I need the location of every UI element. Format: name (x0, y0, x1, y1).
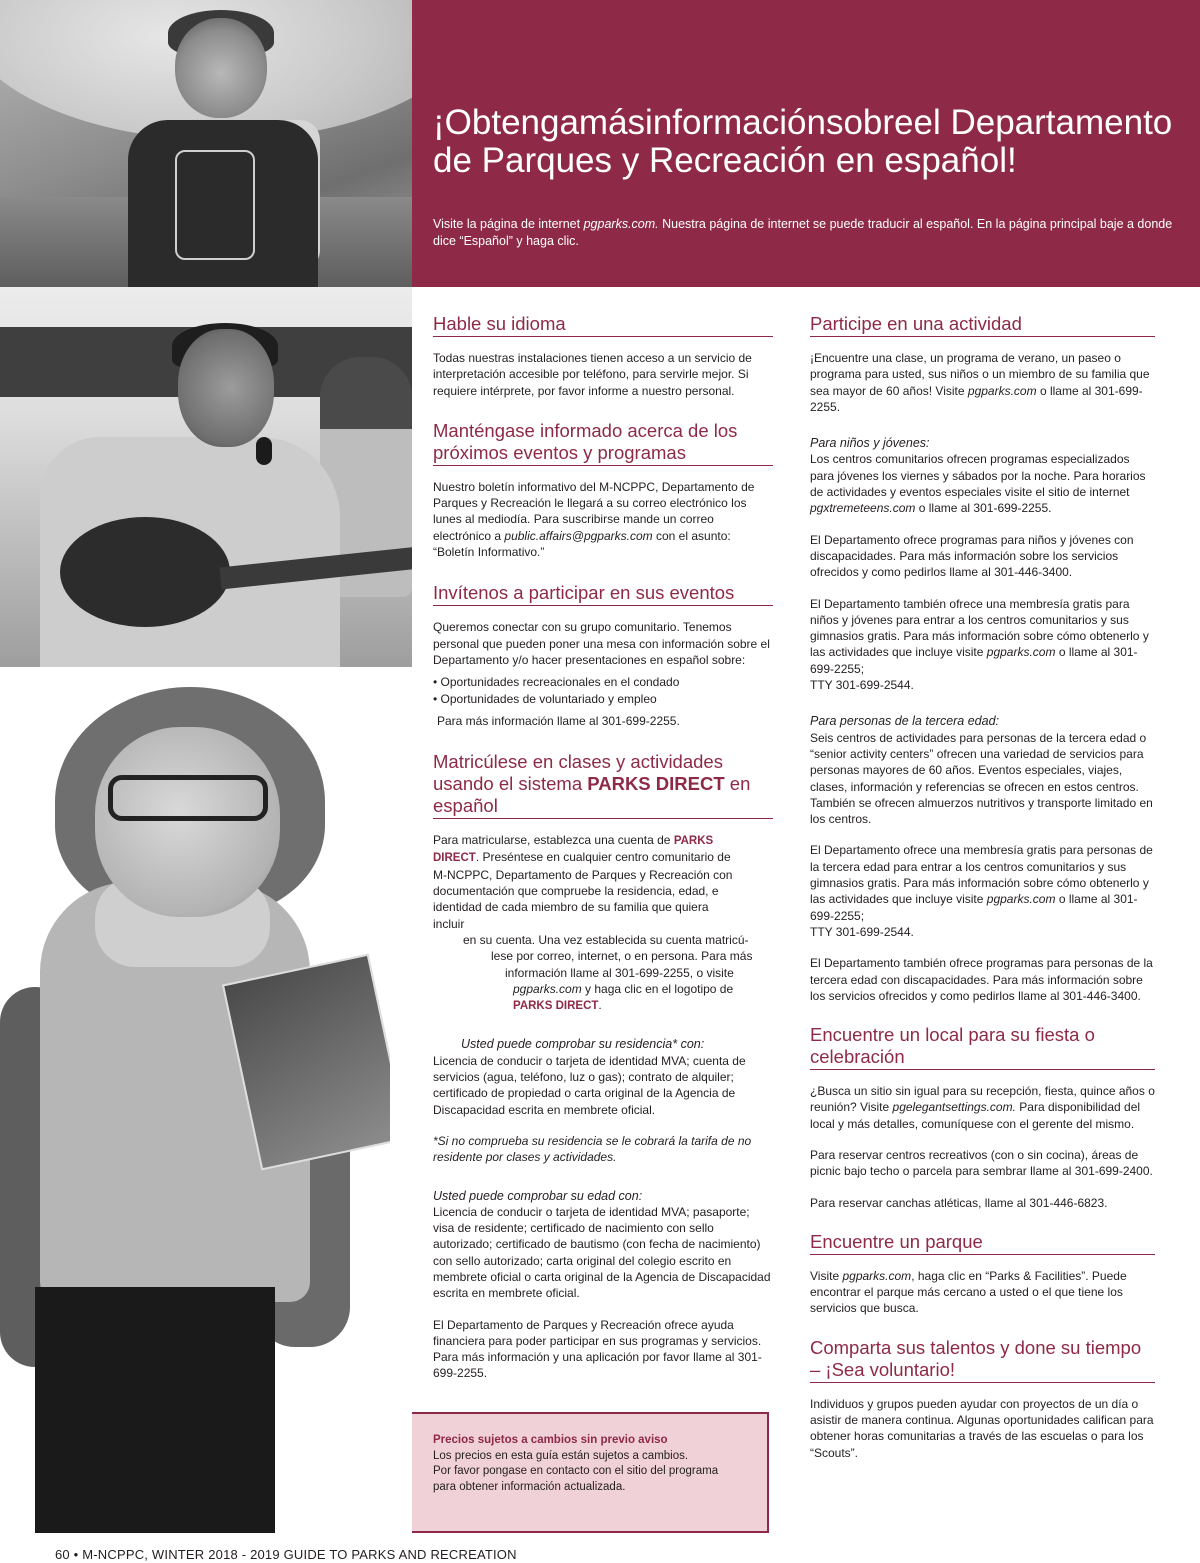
section-body-participate: ¡Encuentre una clase, un programa de verano, un paseo o programa para usted, sus niños o un miembro de su familia que sea mayor de 60 años! Visite pgparks.com o llame al 301-699-2255. (810, 351, 1150, 414)
age-heading: Usted puede comprobar su edad con: (433, 1188, 643, 1203)
photo-guitar-player (0, 287, 412, 667)
section-body-volunteer: Individuos y grupos pueden ayudar con proyectos de un día o asistir de manera continua. Algunas oportunidades califican para obtener horas comunitarias a través de las escuelas o para los “Scouts”. (810, 1396, 1154, 1460)
section-title-find-park: Encuentre un parque (810, 1231, 1155, 1255)
pgparks-link[interactable]: pgparks.com (513, 981, 582, 996)
list-item: • Oportunidades recreacionales en el condado (433, 674, 773, 690)
invite-call: Para más información llame al 301-699-2255. (437, 713, 680, 728)
email-link[interactable]: public.affairs@pgparks.com (504, 528, 653, 543)
section-title-venue: Encuentre un local para su fiesta o celebración (810, 1024, 1155, 1070)
age-body: Licencia de conducir o tarjeta de identidad MVA; pasaporte; visa de residente; certificado de nacimiento con sello autorizado; certificado de bautismo (con fecha de nacimiento) con sello autorizado; carta original del colegio escrito en membrete oficial o carta original de la Agencia de Discapacidad escrita en membrete oficial. (433, 1204, 771, 1301)
residence-body: Licencia de conducir o tarjeta de identidad MVA; cuenta de servicios (agua, teléfono, luz o gas); contrato de alquiler; certificado de propiedad o carta original de la Agencia de Discapacidad escrita en membrete oficial. (433, 1053, 746, 1117)
page-title (433, 104, 1193, 180)
section-body-find-park: Visite pgparks.com, haga clic en “Parks & Facilities”. Puede encontrar el parque más cercano a usted o el que tiene los servicios que busca. (810, 1268, 1127, 1316)
section-title-invite: Invítenos a participar en sus eventos (433, 582, 773, 606)
kids-disabilities-body: El Departamento ofrece programas para niños y jóvenes con discapacidades. Para más información sobre los servicios ofrecidos y como pedirlos llame al 301-446-3400. (810, 532, 1134, 580)
seniors-disabilities-body: El Departamento también ofrece programas para personas de la tercera edad con discapacidades. Para más información sobre los servicios ofrecidos y como pedirlos llame al 301-446-3400. (810, 956, 1153, 1003)
photo-woman-brochure (0, 667, 390, 1533)
section-title-participate: Participe en una actividad (810, 313, 1155, 337)
title-line-2: de Parques y Recreación en español! (433, 141, 1017, 180)
left-column (433, 313, 773, 1397)
seniors-membership-body: El Departamento ofrece una membresía gratis para personas de la tercera edad para entrar a los centros comunitarios y sus gimnasios gratis. Para más información sobre cómo obtenerlo y las actividades que incluye visite pgparks.com o llame al 301-699-2255; TTY 301-699-2544. (810, 843, 1153, 939)
section-title-volunteer: Comparta sus talentos y done su tiempo – ¡Sea voluntario! (810, 1337, 1155, 1383)
seniors-heading: Para personas de la tercera edad: (810, 714, 1000, 729)
price-notice-title: Precios sujetos a cambios sin previo aviso (433, 1434, 668, 1446)
financial-aid-body: El Departamento de Parques y Recreación ofrece ayuda financiera para poder participar en sus programas y servicios. Para más información y una aplicación por favor llame al 301-699-2255. (433, 1317, 762, 1381)
list-item: • Oportunidades de voluntariado y empleo (433, 691, 773, 707)
residence-heading: Usted puede comprobar su residencia* con: (461, 1037, 705, 1052)
section-body-parks-direct: Para matricularse, establezca una cuenta de PARKS DIRECT. Preséntese en cualquier centro comunitario de M-NCPPC, Departamento de Parques y Recreación con documentación que compruebe la residencia, edad, e identidad de cada miembro de su familia que quiera incluir en su cuenta. Una vez establecida su cuenta matricú- lese por correo, internet, o en persona. Para más información llame al 301-699-2255, o visite pgparks.com y haga clic en el logotipo de PARKS DIRECT. (433, 833, 753, 1013)
page-footer: 60 • M-NCPPC, WINTER 2018 - 2019 GUIDE TO PARKS AND RECREATION (55, 1547, 517, 1562)
pgparks-link[interactable]: pgparks.com (986, 892, 1056, 907)
section-body-language: Todas nuestras instalaciones tienen acceso a un servicio de interpretación accesible por teléfono, para servirle mejor. Si requiere intérprete, por favor informe a nuestro personal. (433, 351, 752, 398)
header-banner (412, 0, 1200, 287)
section-body-invite: Queremos conectar con su grupo comunitario. Tenemos personal que pueden poner una mesa con información sobre el Departamento y/o hacer presentaciones en español sobre: (433, 620, 770, 667)
section-body-informed: Nuestro boletín informativo del M-NCPPC, Departamento de Parques y Recreación le llegará a su correo electrónico los lunes al mediodía. Para suscribirse mande un correo electrónico a public.affairs@pgparks.com con el asunto: “Boletín Informativo.” (433, 479, 755, 560)
section-body-venue: ¿Busca un sitio sin igual para su recepción, fiesta, quince años o reunión? Visite pgelegantsettings.com. Para disponibilidad del local y más detalles, comuníquese con el gerente del mismo. (810, 1084, 1155, 1131)
kids-membership-body: El Departamento también ofrece una membresía gratis para niños y jóvenes para entrar a los centros comunitarios y sus gimnasios gratis. Para más información sobre cómo obtenerlo y las actividades que incluye visite pgparks.com o llame al 301-699-2255; TTY 301-699-2544. (810, 596, 1149, 693)
title-line-1: ¡Obtengamásinformaciónsobreel Departamento (433, 103, 1173, 142)
pgparks-link[interactable]: pgparks.com. (583, 217, 659, 231)
section-title-parks-direct: Matricúlese en clases y actividades usando el sistema PARKS DIRECT en español (433, 751, 773, 819)
section-title-language: Hable su idioma (433, 313, 773, 337)
pgparks-link[interactable]: pgparks.com (842, 1268, 912, 1283)
invite-bullet-list (433, 674, 773, 707)
banner-intro: Visite la página de internet pgparks.com. Nuestra página de internet se puede traducir al español. En la página principal baje a donde dice “Español” y haga clic. (433, 217, 1173, 248)
pgparks-link[interactable]: pgparks.com (986, 645, 1056, 660)
seniors-body: Seis centros de actividades para personas de la tercera edad o “senior activity centers” ofrecen una variedad de servicios para personas mayores de 60 años. Eventos especiales, viajes, clases, información y referencias se ofrecen en estos centros. También se ofrecen almuerzos nutritivos y transporte limitado en los centros. (810, 730, 1153, 827)
parks-direct-logo-text: PARKS DIRECT (513, 1000, 599, 1013)
venue-reservations-body: Para reservar centros recreativos (con o sin cocina), áreas de picnic bajo techo o parcela para sembrar llame al 301-699-2400. (810, 1147, 1153, 1179)
kids-heading: Para niños y jóvenes: (810, 436, 930, 451)
pgxtremeteens-link[interactable]: pgxtremeteens.com (810, 501, 916, 516)
venue-courts-body: Para reservar canchas atléticas, llame al 301-446-6823. (810, 1195, 1108, 1210)
residence-note: *Si no comprueba su residencia se le cobrará la tarifa de no residente por clases y actividades. (433, 1133, 752, 1165)
kids-body: Los centros comunitarios ofrecen programas especializados para jóvenes los viernes y sábados por la noche. Para horarios de actividades y eventos especiales visite el sitio de internet pgxtremeteens.com o llame al 301-699-2255. (810, 452, 1146, 516)
pgparks-link[interactable]: pgparks.com (967, 383, 1037, 398)
pgelegantsettings-link[interactable]: pgelegantsettings.com. (892, 1100, 1016, 1115)
section-title-informed: Manténgase informado acerca de los próximos eventos y programas (433, 420, 773, 466)
price-notice-box: Precios sujetos a cambios sin previo aviso Los precios en esta guía están sujetos a cambios. Por favor pongase en contacto con el sitio del programa para obtener información actualizada. (412, 1412, 769, 1533)
right-column (810, 313, 1155, 1476)
photo-child-playing (0, 0, 412, 287)
